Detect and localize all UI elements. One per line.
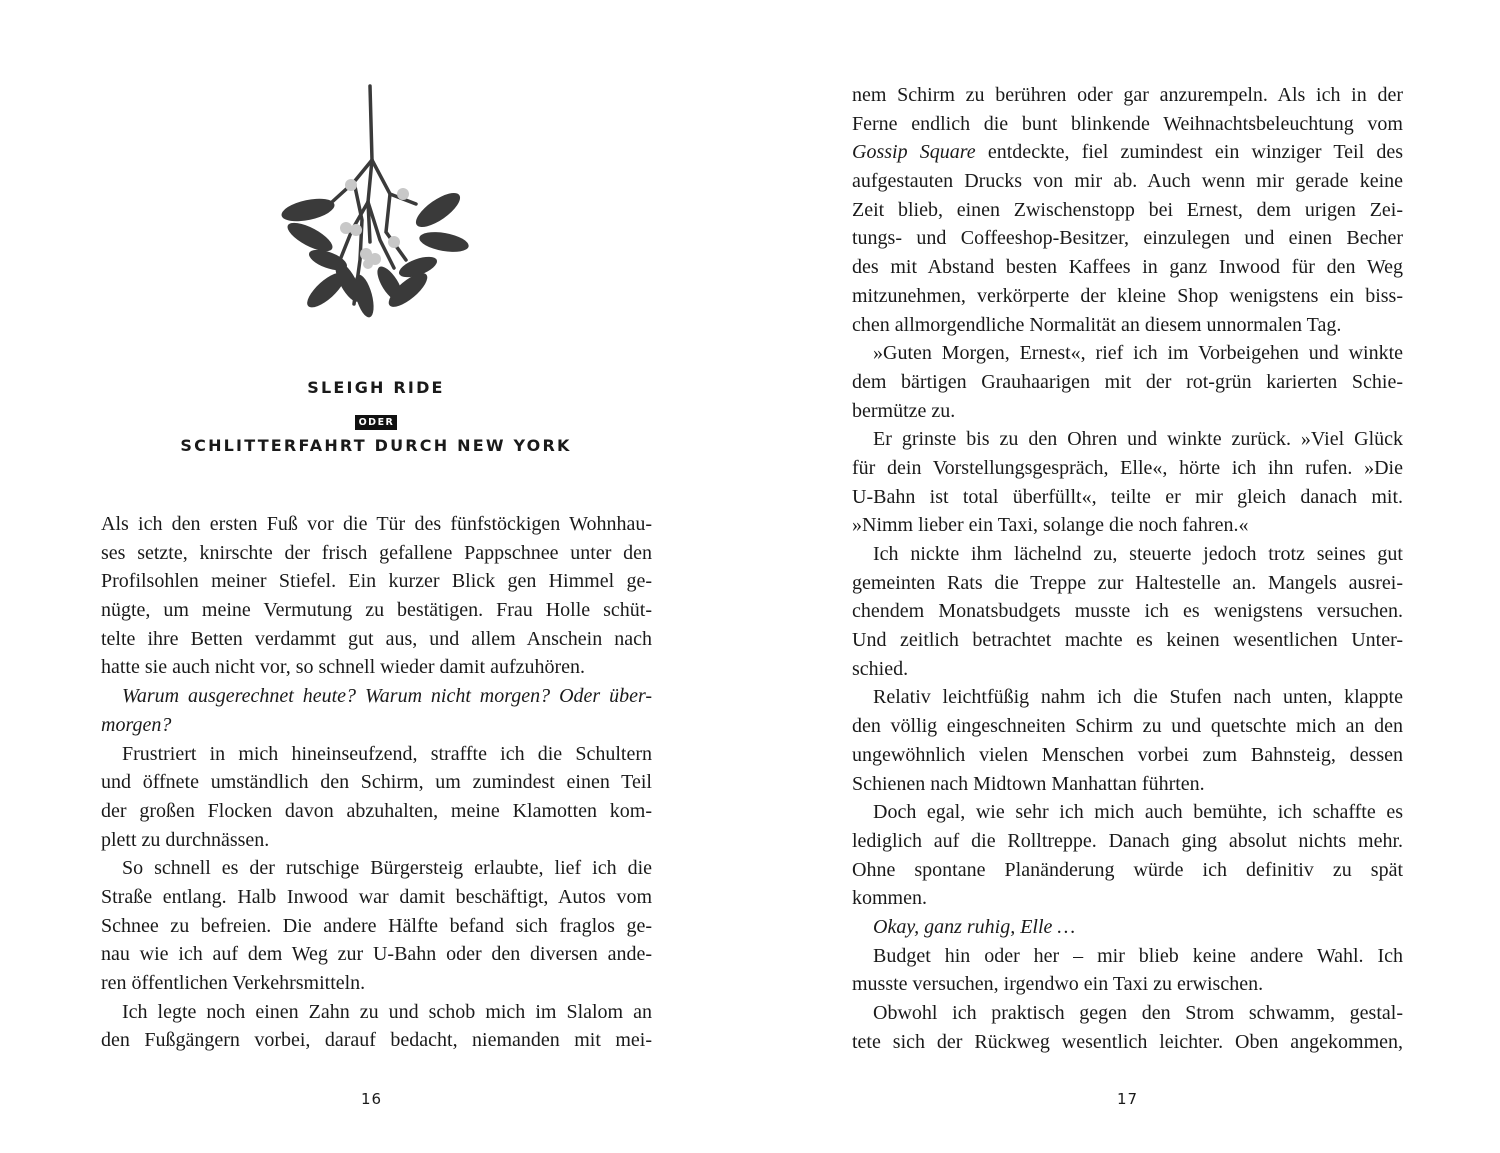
text-line: aufgestauten Drucks von mir ab. Auch wenn mir gerade keine bbox=[852, 170, 1403, 193]
text-line: Schnee zu befreien. Die andere Hälfte befand sich fraglos ge- bbox=[101, 914, 652, 937]
text-line: Straße entlang. Halb Inwood war damit beschäftigt, Autos vom bbox=[101, 885, 652, 908]
text-line: mitzunehmen, verkörperte der kleine Shop wenigstens ein biss- bbox=[852, 284, 1403, 307]
text-line: kommen. bbox=[852, 887, 927, 910]
text-line: musste versuchen, irgendwo ein Taxi zu erwischen. bbox=[852, 973, 1264, 996]
text-line: plett zu durchnässen. bbox=[101, 828, 270, 851]
text-line: Schienen nach Midtown Manhattan führten. bbox=[852, 772, 1205, 795]
text-line: ungewöhnlich vielen Menschen vorbei zum Bahnsteig, dessen bbox=[852, 743, 1403, 766]
text-line: Okay, ganz ruhig, Elle … bbox=[873, 915, 1076, 938]
body-text-left bbox=[101, 510, 652, 1055]
text-line: Ich nickte ihm lächelnd zu, steuerte jedoch trotz seines gut bbox=[873, 543, 1403, 565]
text-line: für dein Vorstellungsgespräch, Elle«, hörte ich ihn rufen. »Die bbox=[852, 456, 1403, 479]
text-line: chendem Monatsbudgets musste ich es wenigstens versuchen. bbox=[852, 600, 1403, 623]
text-line: nau wie ich auf dem Weg zur U-Bahn oder den diversen ande- bbox=[101, 943, 652, 966]
text-line bbox=[852, 138, 1403, 167]
text-line: ses setzte, knirschte der frisch gefallene Pappschnee unter den bbox=[101, 541, 652, 564]
text-line: chen allmorgendliche Normalität an diesem unnormalen Tag. bbox=[852, 313, 1342, 336]
text-line: nügte, um meine Vermutung zu bestätigen. Frau Holle schüt- bbox=[101, 599, 652, 622]
mistletoe-icon bbox=[268, 82, 478, 327]
text-line-rest: entdeckte, fiel zumindest ein winziger Teil des bbox=[975, 141, 1404, 164]
text-line: lediglich auf die Rolltreppe. Danach ging absolut nichts mehr. bbox=[852, 829, 1403, 852]
text-line: gemeinten Rats die Treppe zur Haltestelle an. Mangels ausrei- bbox=[852, 571, 1403, 594]
text-line: dem bärtigen Grauhaarigen mit der rot-grün karierten Schie- bbox=[852, 370, 1403, 393]
text-line: den völlig eingeschneiten Schirm zu und quetschte mich an den bbox=[852, 715, 1403, 738]
right-page bbox=[750, 0, 1500, 1153]
text-line: Warum ausgerechnet heute? Warum nicht morgen? Oder über- bbox=[122, 685, 652, 708]
chapter-oder-wrap bbox=[100, 412, 652, 430]
text-line: Er grinste bis zu den Ohren und winkte zurück. »Viel Glück bbox=[873, 428, 1403, 451]
text-line: den Fußgängern vorbei, darauf bedacht, niemanden mit mei- bbox=[101, 1029, 652, 1052]
text-line: Ich legte noch einen Zahn zu und schob mich im Slalom an bbox=[122, 1000, 652, 1023]
text-line: Profilsohlen meiner Stiefel. Ein kurzer Blick gen Himmel ge- bbox=[101, 570, 652, 593]
text-line: Ferne endlich die bunt blinkende Weihnachtsbeleuchtung vom bbox=[852, 112, 1403, 135]
text-line: ren öffentlichen Verkehrsmitteln. bbox=[101, 972, 366, 994]
italic-term: Gossip Square bbox=[852, 141, 976, 164]
text-line: »Nimm lieber ein Taxi, solange die noch fahren.« bbox=[852, 514, 1249, 537]
text-line: hatte sie auch nicht vor, so schnell wieder damit aufzuhören. bbox=[101, 656, 586, 679]
text-line: und öffnete umständlich den Schirm, um zumindest einen Teil bbox=[101, 771, 652, 794]
page-number: 16 bbox=[361, 1090, 383, 1108]
body-text-right bbox=[852, 81, 1403, 1056]
text-line: Doch egal, wie sehr ich mich auch bemühte, ich schaffte es bbox=[873, 801, 1403, 824]
text-line: Ohne spontane Planänderung würde ich definitiv zu spät bbox=[852, 858, 1403, 881]
page-number: 17 bbox=[1117, 1090, 1139, 1108]
text-line: tete sich der Rückweg wesentlich leichter. Oben angekommen, bbox=[852, 1030, 1403, 1053]
text-line: der großen Flocken davon abzuhalten, meine Klamotten kom- bbox=[101, 799, 652, 822]
text-line: tungs- und Coffeeshop-Besitzer, einzulegen und einen Becher bbox=[852, 227, 1403, 250]
text-line: Und zeitlich betrachtet machte es keinen wesentlichen Unter- bbox=[852, 629, 1403, 652]
text-line: Obwohl ich praktisch gegen den Strom schwamm, gestal- bbox=[873, 1002, 1403, 1024]
text-line: U-Bahn ist total überfüllt«, teilte er mir gleich danach mit. bbox=[852, 485, 1403, 508]
text-line: bermütze zu. bbox=[852, 399, 956, 422]
text-line: nem Schirm zu berühren oder gar anzurempeln. Als ich in der bbox=[852, 84, 1403, 106]
text-line: Zeit blieb, einen Zwischenstopp bei Ernest, dem urigen Zei- bbox=[852, 198, 1403, 221]
text-line: schied. bbox=[852, 657, 909, 680]
text-line: Budget hin oder her – mir blieb keine andere Wahl. Ich bbox=[873, 944, 1403, 967]
text-line: So schnell es der rutschige Bürgersteig erlaubte, lief ich die bbox=[122, 857, 652, 880]
chapter-oder-label: ODER bbox=[355, 415, 398, 430]
text-line: Relativ leichtfüßig nahm ich die Stufen nach unten, klappte bbox=[873, 686, 1403, 709]
text-line: des mit Abstand besten Kaffees in ganz Inwood für den Weg bbox=[852, 256, 1403, 279]
text-line: »Guten Morgen, Ernest«, rief ich im Vorbeigehen und winkte bbox=[873, 342, 1403, 365]
text-line: telte ihre Betten verdammt gut aus, und allem Anschein nach bbox=[101, 627, 652, 650]
chapter-title: SLEIGH RIDE bbox=[307, 378, 445, 397]
text-line: morgen? bbox=[101, 713, 172, 736]
text-line: Frustriert in mich hineinseufzend, straffte ich die Schultern bbox=[122, 742, 652, 765]
chapter-subtitle: SCHLITTERFAHRT DURCH NEW YORK bbox=[180, 436, 572, 455]
text-line: Als ich den ersten Fuß vor die Tür des fünfstöckigen Wohnhau- bbox=[101, 513, 652, 535]
